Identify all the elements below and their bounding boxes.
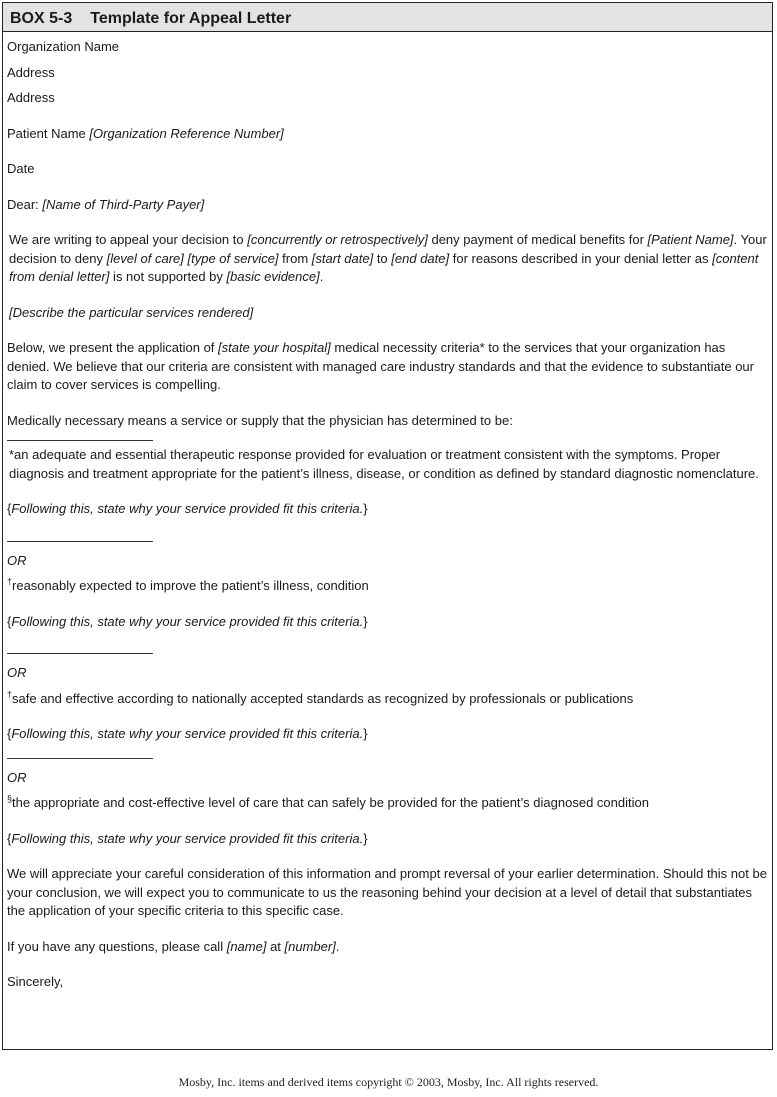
brace-close: } bbox=[363, 830, 368, 846]
patient-name-label: Patient Name bbox=[7, 125, 86, 141]
criteria-paragraph bbox=[7, 339, 771, 395]
following-note-3 bbox=[7, 725, 771, 744]
org-reference: [Organization Reference Number] bbox=[89, 125, 284, 141]
p1-placeholder-2: [Patient Name] bbox=[647, 232, 734, 247]
q-text-3: . bbox=[335, 938, 340, 954]
q-text-2: at bbox=[266, 938, 285, 954]
brace-close: } bbox=[363, 613, 368, 629]
org-name: Organization Name bbox=[7, 39, 119, 54]
or-label-1: OR bbox=[7, 552, 27, 568]
section-mark: § bbox=[7, 793, 13, 804]
p2-text-1: Below, we present the application of bbox=[7, 340, 219, 355]
sign-off: Sincerely, bbox=[7, 974, 64, 989]
dagger-mark: † bbox=[7, 576, 13, 587]
brace-close: } bbox=[363, 501, 368, 516]
box-header bbox=[3, 3, 772, 32]
criterion-cost-effective bbox=[7, 794, 771, 813]
q-placeholder-name: [name] bbox=[226, 938, 267, 954]
p1-text-3: . Your decision to deny bbox=[9, 232, 767, 266]
brace-close: } bbox=[363, 726, 368, 741]
questions-line bbox=[7, 938, 771, 957]
following-text: Following this, state why your service provided fit this criteria. bbox=[11, 613, 364, 629]
following-text: Following this, state why your service provided fit this criteria. bbox=[11, 726, 364, 741]
following-text: Following this, state why your service provided fit this criteria. bbox=[11, 501, 364, 516]
criterion-adequate: *an adequate and essential therapeutic response provided for evaluation or treatment consistent with the symptoms. Proper diagnosis and treatment appropriate for the patient’s illness, disease, or condition as defined by standard diagnostic nomenclature. bbox=[9, 447, 759, 481]
separator-rule-2 bbox=[7, 541, 153, 542]
brace-open: { bbox=[7, 501, 12, 516]
p1-text-7: is not supported by bbox=[109, 269, 227, 284]
p1-text-2: deny payment of medical benefits for bbox=[427, 232, 648, 247]
p1-placeholder-6: [content from denial letter] bbox=[9, 250, 759, 284]
letter-body bbox=[7, 38, 771, 992]
appeal-paragraph bbox=[7, 231, 771, 287]
dear-label: Dear: bbox=[7, 196, 39, 212]
p1-text-4: from bbox=[278, 250, 312, 266]
q-placeholder-number: [number] bbox=[284, 938, 336, 954]
brace-open: { bbox=[7, 830, 12, 846]
box-number: BOX 5-3 bbox=[10, 10, 73, 27]
p1-text-8: . bbox=[319, 269, 324, 284]
criterion-safe-text: safe and effective according to nationally accepted standards as recognized by professionals or publications bbox=[12, 690, 634, 706]
q-text-1: If you have any questions, please call bbox=[7, 938, 227, 954]
p1-placeholder-7: [basic evidence] bbox=[226, 269, 320, 284]
p2-text-2: medical necessity criteria* to the services that your organization has denied. We believe that our criteria are consistent with managed care industry standards and that the evidence to substantiate our claim to cover services is compelling. bbox=[7, 340, 754, 392]
p1-text-1: We are writing to appeal your decision to bbox=[9, 232, 248, 247]
p1-text-6: for reasons described in your denial letter as bbox=[449, 250, 713, 266]
p1-placeholder-4: [start date] bbox=[311, 250, 374, 266]
describe-services: [Describe the particular services rendered] bbox=[9, 304, 254, 320]
following-note-4 bbox=[7, 830, 771, 849]
criterion-cost-effective-text: the appropriate and cost-effective level of care that can safely be provided for the patient’s diagnosed condition bbox=[12, 795, 649, 810]
address-line-1: Address bbox=[7, 64, 55, 80]
payer-name: [Name of Third-Party Payer] bbox=[42, 196, 205, 212]
following-note-1 bbox=[7, 500, 771, 519]
salutation bbox=[7, 196, 771, 215]
criterion-safe bbox=[7, 690, 771, 709]
p1-placeholder-3: [level of care] [type of service] bbox=[106, 250, 279, 266]
brace-open: { bbox=[7, 613, 12, 629]
patient-line bbox=[7, 125, 771, 144]
p1-placeholder-1: [concurrently or retrospectively] bbox=[247, 232, 428, 247]
p1-placeholder-5: [end date] bbox=[391, 250, 450, 266]
separator-rule-3 bbox=[7, 653, 153, 654]
or-label-3: OR bbox=[7, 769, 27, 785]
or-label-2: OR bbox=[7, 665, 27, 680]
address-line-2: Address bbox=[7, 90, 55, 105]
following-text: Following this, state why your service provided fit this criteria. bbox=[11, 830, 364, 846]
closing-paragraph: We will appreciate your careful consideration of this information and prompt reversal of your earlier determination. Should this not be your conclusion, we will expect you to communicate to us the reasoning behind your decision at a level of detail that substantiates the application of your specific criteria to this specific case. bbox=[7, 866, 767, 918]
separator-rule-4 bbox=[7, 758, 153, 759]
copyright-footer: Mosby, Inc. items and derived items copyright © 2003, Mosby, Inc. All rights reserved. bbox=[178, 1075, 599, 1089]
p1-text-5: to bbox=[373, 250, 392, 266]
dagger-mark: † bbox=[7, 689, 13, 700]
box-title: Template for Appeal Letter bbox=[90, 10, 292, 27]
criterion-improve bbox=[7, 577, 771, 596]
date-line: Date bbox=[7, 161, 35, 176]
following-note-2 bbox=[7, 613, 771, 632]
p2-placeholder-1: [state your hospital] bbox=[218, 340, 331, 355]
criterion-improve-text: reasonably expected to improve the patient’s illness, condition bbox=[12, 578, 369, 593]
separator-rule-1 bbox=[7, 440, 153, 441]
medically-necessary-line: Medically necessary means a service or supply that the physician has determined to be: bbox=[7, 412, 513, 428]
brace-open: { bbox=[7, 726, 12, 741]
